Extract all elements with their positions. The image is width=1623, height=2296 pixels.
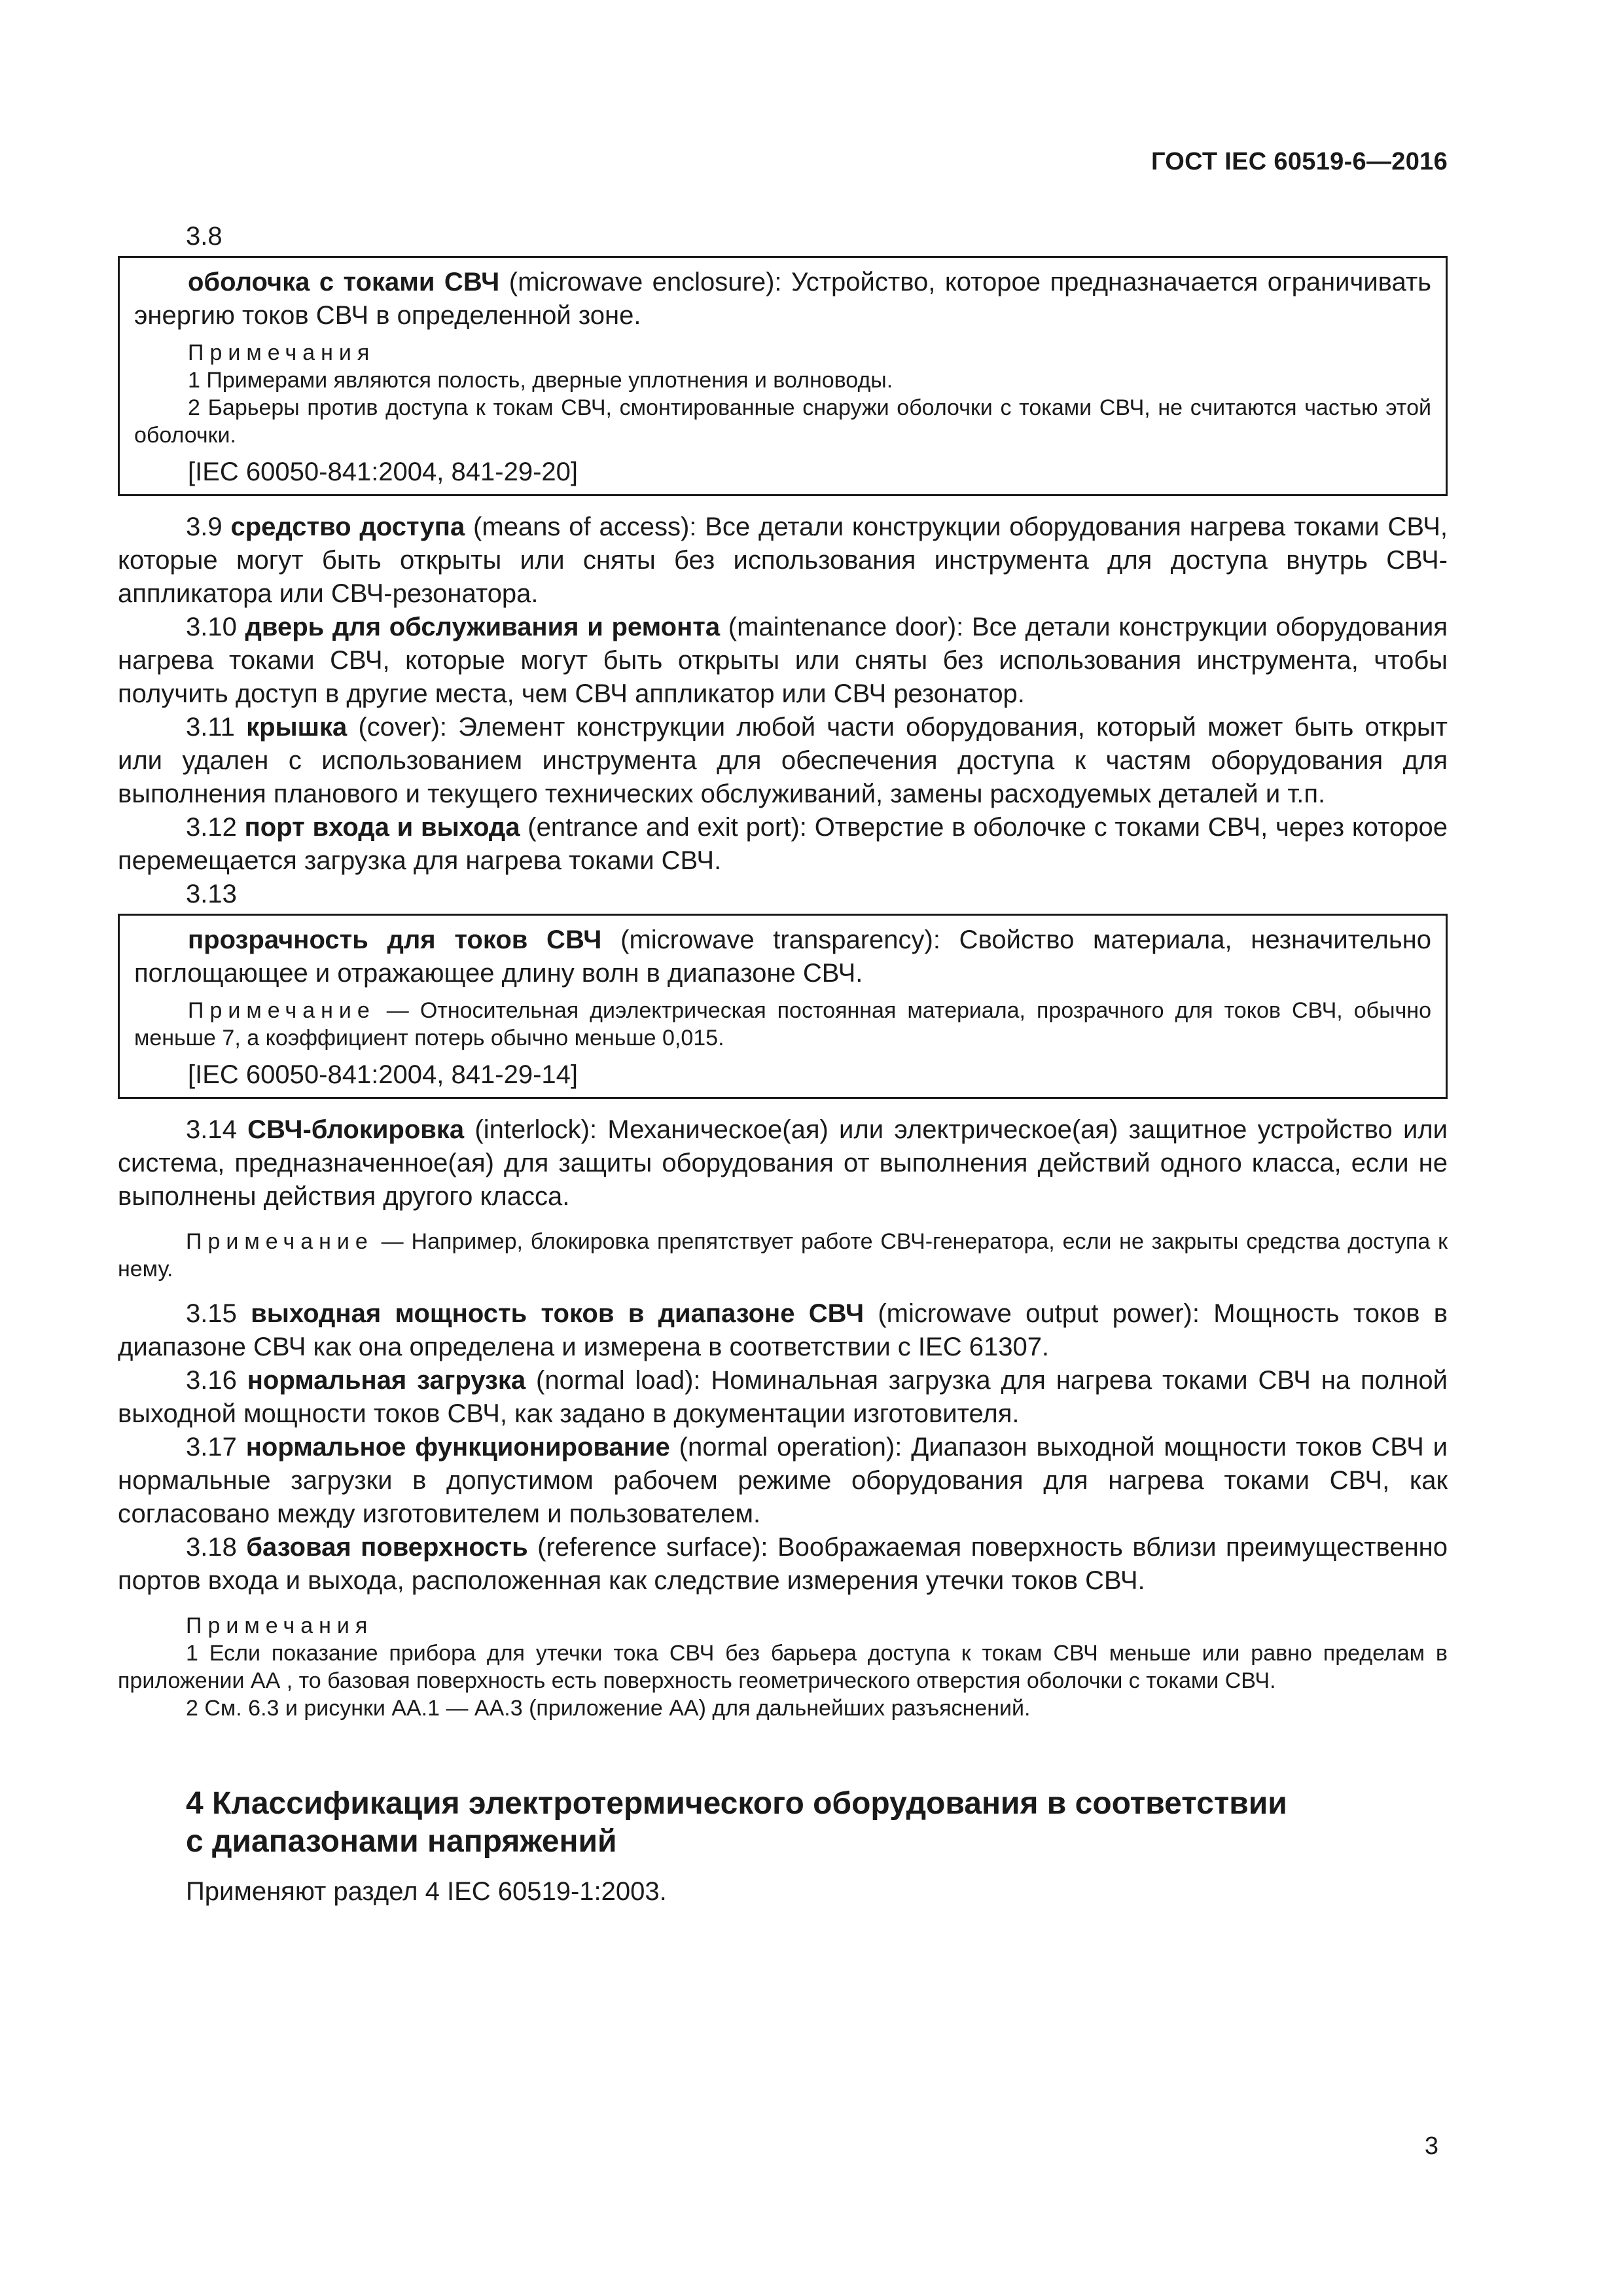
term-3-8-note-1: 1 Примерами являются полость, дверные уплотнения и волноводы. — [188, 368, 893, 393]
term-3-13-note: Примечание — Относительная диэлектрическая постоянная материала, прозрачного для токов СВЧ, обычно меньше 7, а коэффициент потерь обычно меньше 0,015. — [134, 998, 1431, 1050]
term-3-13-definition: прозрачность для токов СВЧ (microwave transparency): Свойство материала, незначительно поглощающее и отражающее длину волн в диапазоне СВЧ. — [134, 925, 1431, 988]
term-3-8-term: оболочка с токами СВЧ — [188, 268, 500, 296]
page-content — [118, 220, 1448, 1909]
term-3-10-term: дверь для обслуживания и ремонта — [245, 613, 721, 641]
term-3-18-note-2: 2 См. 6.3 и рисунки АА.1 — АА.3 (приложение АА) для дальнейших разъяснений. — [186, 1696, 1031, 1721]
term-3-14-note: Примечание — Например, блокировка препятствует работе СВЧ-генератора, если не закрыты средства доступа к нему. — [118, 1229, 1448, 1282]
term-3-18: 3.18 базовая поверхность (reference surface): Воображаемая поверхность вблизи преимущественно портов входа и выхода, расположенная как следствие измерения утечки токов СВЧ. — [118, 1533, 1448, 1595]
term-3-8-number: 3.8 — [186, 222, 223, 251]
term-3-16: 3.16 нормальная загрузка (normal load): Номинальная загрузка для нагрева токами СВЧ на полной выходной мощности токов СВЧ, как задано в документации изготовителя. — [118, 1366, 1448, 1428]
term-3-13-term: прозрачность для токов СВЧ — [188, 925, 602, 954]
term-3-17-term: нормальное функционирование — [245, 1433, 670, 1462]
term-3-8-note-heading: Примечания — [188, 340, 376, 365]
term-3-8-definition: оболочка с токами СВЧ (microwave enclosure): Устройство, которое предназначается ограничивать энергию токов СВЧ в определенной зоне. — [134, 268, 1431, 330]
term-3-13-reference: [IEC 60050-841:2004, 841-29-14] — [188, 1060, 578, 1089]
term-3-13-box — [118, 914, 1448, 1099]
section-4-title: 4 Классификация электротермического оборудования в соответствии с диапазонами напряжений — [186, 1786, 1287, 1859]
section-4-text: Применяют раздел 4 IEC 60519-1:2003. — [186, 1877, 667, 1906]
term-3-15: 3.15 выходная мощность токов в диапазоне СВЧ (microwave output power): Мощность токов в диапазоне СВЧ как она определена и измерена в соответствии с IEC 61307. — [118, 1299, 1448, 1361]
term-3-8-note-2: 2 Барьеры против доступа к токам СВЧ, смонтированные снаружи оболочки с токами СВЧ, не считаются частью этой оболочки. — [134, 395, 1431, 448]
term-3-10: 3.10 дверь для обслуживания и ремонта (maintenance door): Все детали конструкции оборудования нагрева токами СВЧ, которые могут быть открыты или сняты без использования инструмента, чтобы получить доступ в другие места, чем СВЧ аппликатор или СВЧ резонатор. — [118, 613, 1448, 708]
term-3-18-term: базовая поверхность — [246, 1533, 528, 1562]
term-3-13-number: 3.13 — [186, 880, 237, 908]
term-3-9-term: средство доступа — [230, 512, 465, 541]
term-3-11-term: крышка — [246, 713, 348, 742]
page-number: 3 — [1424, 2132, 1438, 2160]
term-3-8-reference: [IEC 60050-841:2004, 841-29-20] — [188, 457, 578, 486]
document-header: ГОСТ IEC 60519-6—2016 — [1150, 148, 1448, 175]
term-3-18-note-1: 1 Если показание прибора для утечки тока СВЧ без барьера доступа к токам СВЧ меньше или равно пределам в приложении АА , то базовая поверхность есть поверхность геометрического отверстия оболочки с токами СВЧ. — [118, 1641, 1448, 1693]
term-3-12: 3.12 порт входа и выхода (entrance and exit port): Отверстие в оболочке с токами СВЧ, через которое перемещается загрузка для нагрева токами СВЧ. — [118, 813, 1448, 875]
term-3-9: 3.9 средство доступа (means of access): Все детали конструкции оборудования нагрева токами СВЧ, которые могут быть открыты или сняты без использования инструмента для доступа внутрь СВЧ-аппликатора или СВЧ-резонатора. — [118, 512, 1448, 608]
term-3-12-term: порт входа и выхода — [244, 813, 520, 842]
term-3-8-box — [118, 256, 1448, 496]
term-3-16-term: нормальная загрузка — [247, 1366, 526, 1395]
term-3-11: 3.11 крышка (cover): Элемент конструкции любой части оборудования, который может быть открыт или удален с использованием инструмента для обеспечения доступа к частям оборудования для выполнения планового и текущего технических обслуживаний, замены расходуемых деталей и т.п. — [118, 713, 1448, 808]
term-3-17: 3.17 нормальное функционирование (normal operation): Диапазон выходной мощности токов СВЧ и нормальные загрузки в допустимом рабочем режиме оборудования для нагрева токами СВЧ, как согласовано между изготовителем и пользователем. — [118, 1433, 1448, 1528]
term-3-14-term: СВЧ-блокировка — [247, 1115, 465, 1144]
term-3-15-term: выходная мощность токов в диапазоне СВЧ — [251, 1299, 865, 1328]
term-3-14: 3.14 СВЧ-блокировка (interlock): Механическое(ая) или электрическое(ая) защитное устройство или система, предназначенное(ая) для защиты оборудования от выполнения действий одного класса, если не выполнены действия другого класса. — [118, 1115, 1448, 1211]
term-3-18-note-heading: Примечания — [186, 1613, 374, 1638]
